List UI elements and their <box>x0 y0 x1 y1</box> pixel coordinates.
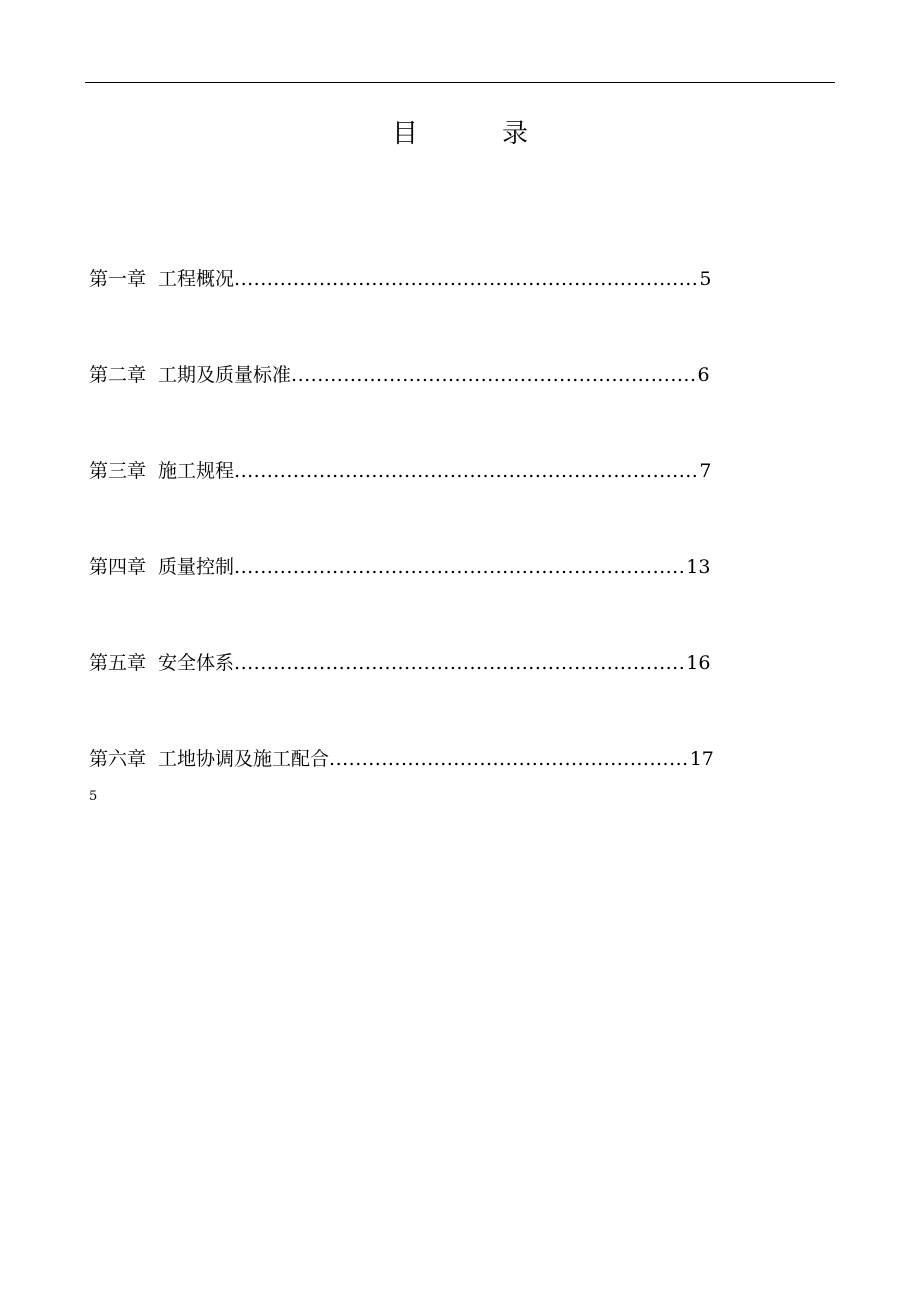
toc-chapter: 第三章 <box>89 460 147 482</box>
toc-leader-dots: ....................................................... <box>329 748 689 770</box>
toc-chapter: 第二章 <box>89 364 147 386</box>
toc-title <box>0 116 920 152</box>
header-rule <box>85 82 835 83</box>
toc-page-number: 5 <box>699 268 712 290</box>
toc-page-number: 7 <box>699 460 712 482</box>
toc-page-number: 13 <box>686 556 711 578</box>
toc-entry-title: 施工规程 <box>158 460 235 482</box>
toc-leader-dots: .............................................................. <box>291 364 697 386</box>
toc-list <box>89 262 729 838</box>
toc-leader-dots: ....................................................................... <box>234 460 699 482</box>
toc-entry-1[interactable] <box>89 262 729 358</box>
toc-entry-title: 工程概况 <box>158 268 235 290</box>
toc-leader-dots: ....................................................................... <box>234 268 699 290</box>
toc-chapter: 第五章 <box>89 652 147 674</box>
toc-title-char-2: 录 <box>502 119 529 149</box>
toc-page-number: 6 <box>697 364 710 386</box>
toc-entry-2[interactable] <box>89 358 729 454</box>
toc-entry-title: 质量控制 <box>158 556 235 578</box>
toc-leader-dots: ..................................................................... <box>234 556 686 578</box>
toc-entry-3[interactable] <box>89 454 729 550</box>
toc-chapter: 第一章 <box>89 268 147 290</box>
toc-chapter: 第六章 <box>89 748 147 770</box>
toc-entry-6[interactable] <box>89 742 729 838</box>
toc-entry-4[interactable] <box>89 550 729 646</box>
toc-entry-title: 安全体系 <box>158 652 235 674</box>
toc-entry-title: 工期及质量标准 <box>158 364 292 386</box>
toc-entry-5[interactable] <box>89 646 729 742</box>
toc-entry-title: 工地协调及施工配合 <box>158 748 330 770</box>
toc-leader-dots: ..................................................................... <box>234 652 686 674</box>
toc-title-char-1: 目 <box>391 119 418 149</box>
toc-chapter: 第四章 <box>89 556 147 578</box>
toc-page-number: 16 <box>686 652 711 674</box>
toc-page-number: 17 <box>689 748 714 770</box>
footer-page-number: 5 <box>89 789 98 804</box>
